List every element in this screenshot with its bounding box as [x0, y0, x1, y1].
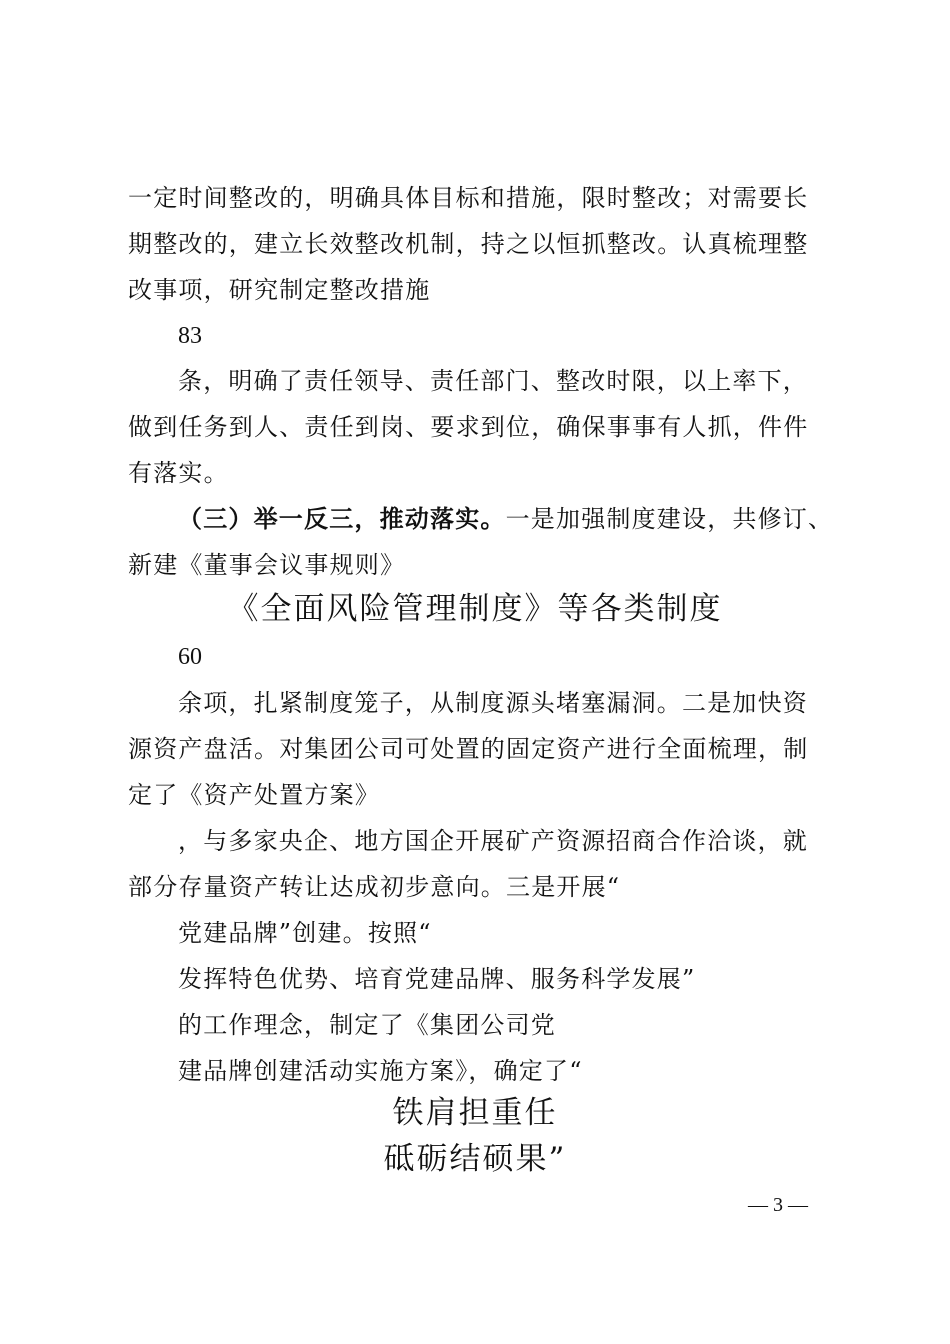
paragraph-line: 条，明确了责任领导、责任部门、整改时限，以上率下， [178, 367, 808, 395]
paragraph-line: 党建品牌”创建。按照“ [178, 919, 432, 947]
paragraph-line: 改事项，研究制定整改措施 [128, 276, 431, 304]
paragraph-line: 部分存量资产转让达成初步意向。三是开展“ [128, 873, 621, 901]
paragraph-line: 的工作理念，制定了《集团公司党 [178, 1011, 556, 1039]
section-heading-continuation: 一是加强制度建设，共修订、 [505, 505, 834, 533]
paragraph-line: 新建《董事会议事规则》 [128, 551, 406, 579]
paragraph-line: ，与多家央企、地方国企开展矿产资源招商合作洽谈，就 [178, 827, 808, 855]
number-fragment: 83 [178, 323, 202, 349]
paragraph-line: 定了《资产处置方案》 [128, 781, 380, 809]
paragraph-line: 余项，扎紧制度笼子，从制度源头堵塞漏洞。二是加快资 [178, 689, 808, 717]
paragraph-line: 期整改的，建立长效整改机制，持之以恒抓整改。认真梳理整 [128, 230, 809, 258]
paragraph-line: 做到任务到人、责任到岗、要求到位，确保事事有人抓，件件 [128, 413, 809, 441]
number-fragment: 60 [178, 644, 202, 670]
page-number: — 3 — [748, 1194, 808, 1216]
enlarged-line: 砥砺结硕果” [383, 1141, 567, 1177]
enlarged-line: 《全面风险管理制度》等各类制度 [227, 591, 723, 627]
paragraph-line: 建品牌创建活动实施方案》，确定了“ [178, 1057, 583, 1085]
paragraph-line: 源资产盘活。对集团公司可处置的固定资产进行全面梳理，制 [128, 735, 809, 763]
enlarged-line: 铁肩担重任 [392, 1095, 558, 1131]
section-heading-line [178, 504, 834, 533]
paragraph-line: 有落实。 [128, 459, 229, 487]
section-heading: （三）举一反三，推动落实。 [178, 504, 506, 533]
paragraph-line: 发挥特色优势、培育党建品牌、服务科学发展” [178, 965, 696, 993]
paragraph-line: 一定时间整改的，明确具体目标和措施，限时整改；对需要长 [128, 184, 809, 212]
